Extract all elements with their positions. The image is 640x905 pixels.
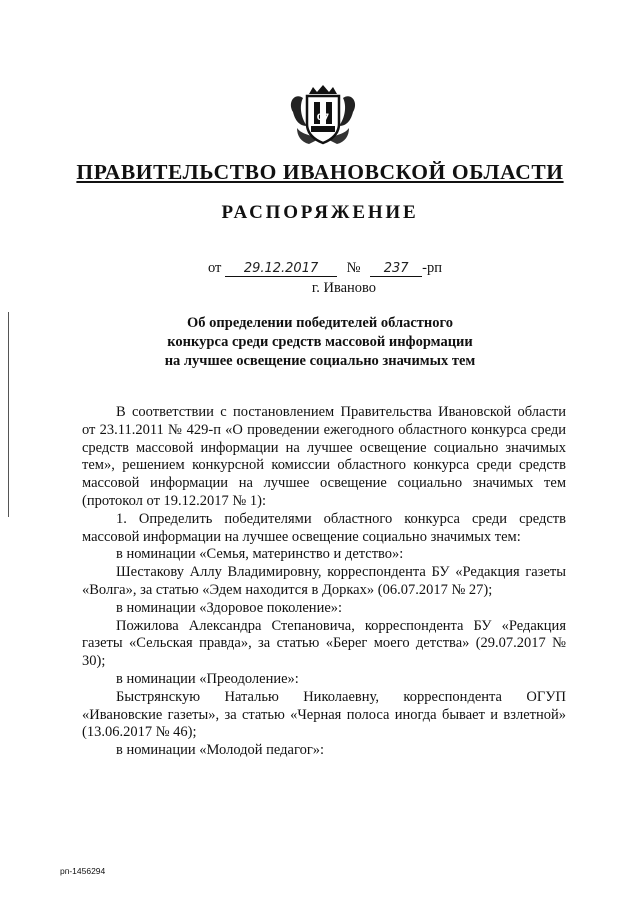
emblem-digits: 07: [316, 113, 330, 123]
city: г. Иваново: [311, 280, 377, 296]
coat-of-arms-emblem: [287, 84, 359, 148]
document-body: [82, 404, 566, 760]
document-subject: [0, 314, 640, 371]
nomination-heading: в номинации «Преодоление»:: [116, 670, 299, 687]
date-label: от: [208, 260, 222, 276]
government-title: ПРАВИТЕЛЬСТВО ИВАНОВСКОЙ ОБЛАСТИ: [76, 160, 564, 184]
subject-line: Об определении победителей областного: [187, 315, 453, 331]
winner-entry: Шестакову Аллу Владимировну, корреспондента БУ «Редакция газеты «Волга», за статью «Эдем находится в Дорках» (06.07.2017 № 27);: [82, 564, 566, 598]
subject-line: на лучшее освещение социально значимых тем: [164, 353, 476, 369]
subject-line: конкурса среди средств массовой информации: [167, 334, 473, 350]
body-paragraph: В соответствии с постановлением Правительства Ивановской области от 23.11.2011 № 429-п «О проведении ежегодного областного конкурса среди средств массовой информации на лучшее освещение социально значимых тем», решением конкурсной комиссии областного конкурса среди средств массовой информации на лучшее освещение социально значимых тем (протокол от 19.12.2017 № 1):: [82, 404, 566, 509]
nomination-heading: в номинации «Здоровое поколение»:: [116, 599, 343, 616]
number-label: №: [346, 260, 361, 276]
nomination-heading: в номинации «Семья, материнство и детство»:: [116, 546, 404, 563]
document-date: 29.12.2017: [225, 261, 337, 277]
document-meta: [208, 260, 442, 277]
number-suffix: -рп: [422, 260, 442, 276]
document-code: рп-1456294: [60, 866, 106, 876]
body-paragraph: 1. Определить победителями областного конкурса среди средств массовой информации на лучшее освещение социально значимых тем:: [82, 510, 566, 545]
document-number: 237: [370, 261, 422, 277]
winner-entry: Пожилова Александра Степановича, корреспондента БУ «Редакция газеты «Сельская правда», за статью «Берег моего детства» (29.07.2017 № 30);: [82, 617, 566, 670]
winner-entry: Быстрянскую Наталью Николаевну, корреспондента ОГУП «Ивановские газеты», за статью «Черная полоса иногда бывает и взлетной» (13.06.2017 № 46);: [82, 688, 566, 741]
nomination-heading: в номинации «Молодой педагог»:: [116, 742, 325, 759]
document-type: РАСПОРЯЖЕНИЕ: [221, 202, 419, 223]
